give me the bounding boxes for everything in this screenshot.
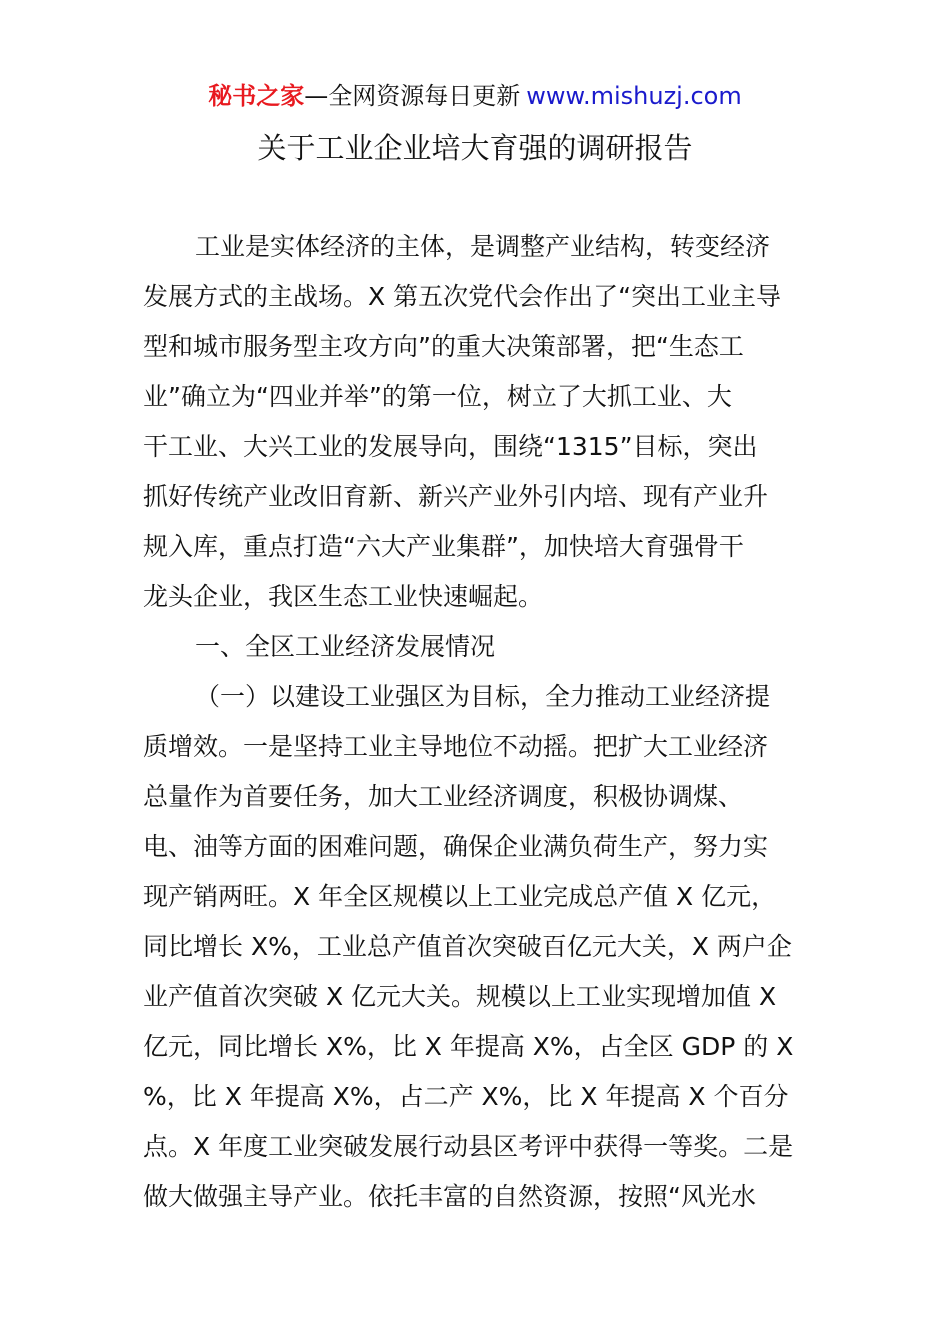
paragraph-line: %，比 X 年提高 X%，占二产 X%，比 X 年提高 X 个百分 [143,1082,789,1111]
paragraph-line: 总量作为首要任务，加大工业经济调度，积极协调煤、 [143,782,744,811]
paragraph-line: 规入库，重点打造“六大产业集群”，加快培大育强骨干 [143,532,744,561]
paragraph-line: 做大做强主导产业。依托丰富的自然资源，按照“风光水 [143,1182,756,1211]
paragraph-line: 工业是实体经济的主体，是调整产业结构，转变经济 [195,232,771,261]
document-title: 关于工业企业培大育强的调研报告 [257,131,693,165]
paragraph-line: 亿元，同比增长 X%，比 X 年提高 X%，占全区 GDP 的 X [143,1032,794,1061]
site-brand: 秘书之家 [208,82,305,110]
section-heading: 一、全区工业经济发展情况 [195,632,496,661]
paragraph-line: 型和城市服务型主攻方向”的重大决策部署，把“生态工 [143,332,744,361]
paragraph-line: 干工业、大兴工业的发展导向，围绕“1315”目标，突出 [143,432,758,461]
site-header [0,80,950,112]
paragraph-line: 龙头企业，我区生态工业快速崛起。 [143,582,544,611]
paragraph-line: 点。X 年度工业突破发展行动县区考评中获得一等奖。二是 [143,1132,794,1161]
paragraph-line: 抓好传统产业改旧育新、新兴产业外引内培、现有产业升 [143,482,769,511]
paragraph-line: 业”确立为“四业并举”的第一位，树立了大抓工业、大 [143,382,732,411]
document-body [143,222,813,1222]
paragraph-line: 业产值首次突破 X 亿元大关。规模以上工业实现增加值 X [143,982,777,1011]
paragraph-line: 电、油等方面的困难问题，确保企业满负荷生产，努力实 [143,832,769,861]
paragraph-line: 发展方式的主战场。X 第五次党代会作出了“突出工业主导 [143,282,782,311]
paragraph-line: 质增效。一是坚持工业主导地位不动摇。把扩大工业经济 [143,732,769,761]
paragraph-line: 现产销两旺。X 年全区规模以上工业完成总产值 X 亿元， [143,882,777,911]
site-tagline: —全网资源每日更新 [304,82,521,110]
paragraph-line: 同比增长 X%，工业总产值首次突破百亿元大关，X 两户企 [143,932,792,961]
site-url-link[interactable]: www.mishuzj.com [526,82,742,110]
paragraph-line: （一）以建设工业强区为目标，全力推动工业经济提 [195,682,771,711]
